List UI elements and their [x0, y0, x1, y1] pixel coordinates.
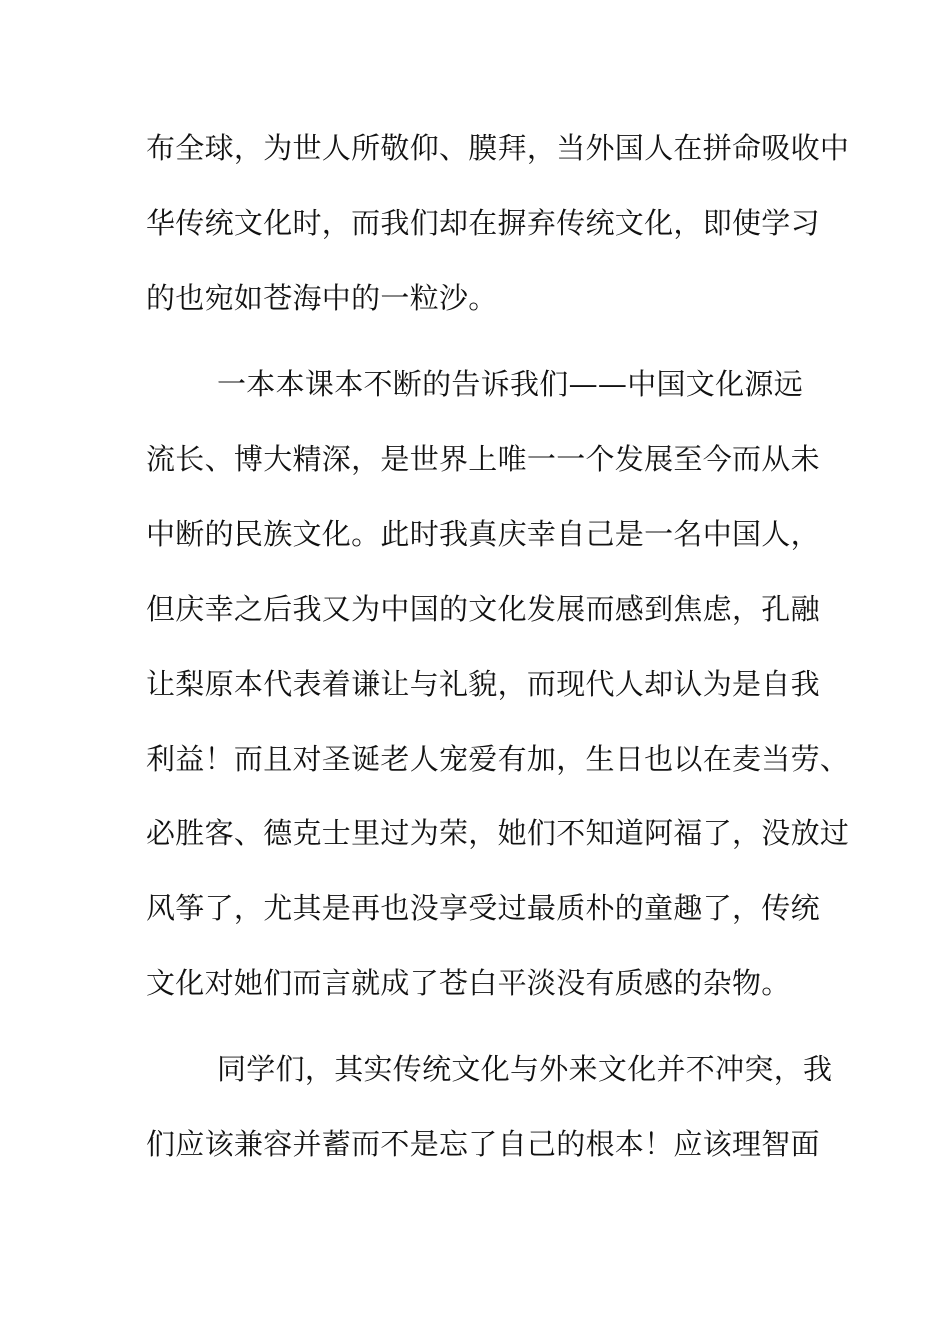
text-line: 流长、博大精深，是世界上唯一一个发展至今而从未 — [146, 442, 820, 476]
text-line: 但庆幸之后我又为中国的文化发展而感到焦虑，孔融 — [146, 592, 820, 626]
text-line: 布全球，为世人所敬仰、膜拜，当外国人在拼命吸收中 — [146, 131, 850, 165]
text-line: 的也宛如苍海中的一粒沙。 — [146, 281, 498, 315]
text-line: 风筝了，尤其是再也没享受过最质朴的童趣了，传统 — [146, 891, 820, 925]
text-line: 让梨原本代表着谦让与礼貌，而现代人却认为是自我 — [146, 667, 820, 701]
paragraph-first-line: 同学们，其实传统文化与外来文化并不冲突，我 — [217, 1052, 833, 1086]
paragraph-first-line: 一本本课本不断的告诉我们——中国文化源远 — [217, 367, 804, 401]
text-line: 华传统文化时，而我们却在摒弃传统文化，即使学习 — [146, 206, 820, 240]
text-line: 们应该兼容并蓄而不是忘了自己的根本！应该理智面 — [146, 1127, 820, 1161]
text-line: 文化对她们而言就成了苍白平淡没有质感的杂物。 — [146, 966, 791, 1000]
text-line: 中断的民族文化。此时我真庆幸自己是一名中国人， — [146, 517, 820, 551]
text-line: 利益！而且对圣诞老人宠爱有加，生日也以在麦当劳、 — [146, 742, 850, 776]
text-line: 必胜客、德克士里过为荣，她们不知道阿福了，没放过 — [146, 816, 850, 850]
